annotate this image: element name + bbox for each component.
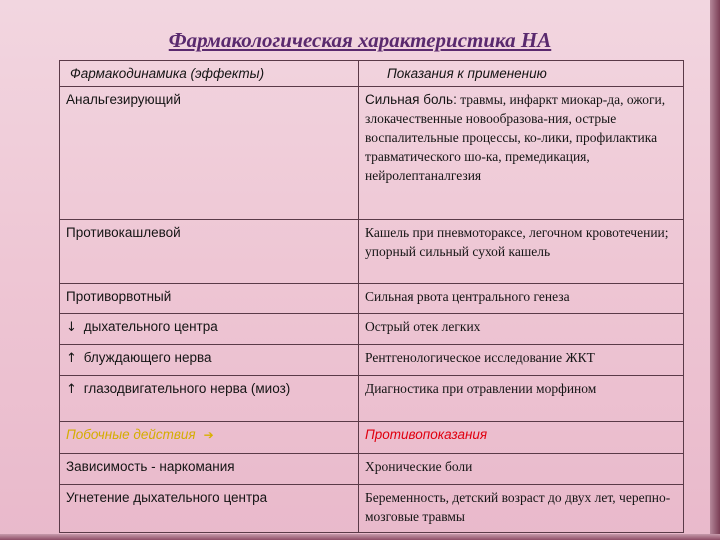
side-effect-cell [60, 454, 359, 485]
effect-text: дыхательного центра [83, 319, 218, 334]
indication-cell [359, 87, 684, 220]
side-effect-text: Зависимость - наркомания [66, 459, 235, 474]
header-pharmacodynamics: Фармакодинамика (эффекты) [60, 61, 359, 87]
effect-text: блуждающего нерва [83, 350, 212, 365]
arrow-up-icon: ↑ [66, 382, 77, 397]
indication-cell [359, 314, 684, 345]
effect-text: Противокашлевой [66, 225, 181, 240]
pharmacology-table [59, 60, 684, 533]
arrow-up-icon: ↑ [66, 351, 77, 366]
effect-cell [60, 87, 359, 220]
table-row [60, 376, 684, 422]
indication-lead: Сильная боль: [365, 92, 457, 107]
contraindication-cell [359, 485, 684, 533]
table-header-row [60, 61, 684, 87]
section-header-row [60, 422, 684, 454]
effect-text: Анальгезирующий [66, 92, 181, 107]
arrow-right-icon: ➔ [203, 428, 214, 442]
indication-cell [359, 220, 684, 284]
slide-title: Фармакологическая характеристика НА [168, 28, 552, 52]
indication-cell [359, 345, 684, 376]
slide-edge-decoration [710, 0, 720, 540]
indication-text: Сильная рвота центрального генеза [365, 289, 570, 304]
table-row [60, 314, 684, 345]
table-row [60, 485, 684, 533]
effect-cell [60, 314, 359, 345]
arrow-down-icon: ↓ [66, 320, 77, 335]
effect-cell [60, 220, 359, 284]
effect-text: глазодвигательного нерва (миоз) [83, 381, 291, 396]
slide-bottom-decoration [0, 534, 720, 540]
side-effects-label: Побочные действия [66, 427, 196, 442]
indication-text: Рентгенологическое исследование ЖКТ [365, 350, 595, 365]
contraindication-text: Беременность, детский возраст до двух лет, черепно-мозговые травмы [365, 490, 671, 524]
table-row [60, 284, 684, 314]
table-row [60, 345, 684, 376]
table-row [60, 454, 684, 485]
indication-cell [359, 376, 684, 422]
header-indications: Показания к применению [359, 61, 684, 87]
side-effect-cell [60, 485, 359, 533]
indication-text: травмы, инфаркт миокар-да, ожоги, злокачественные новообразова-ния, острые воспалительные процессы, ко-лики, профилактика травматического шо-ка, премедикация, нейролептаналгезия [365, 92, 666, 183]
contraindication-text: Хронические боли [365, 459, 473, 474]
contraindications-label: Противопоказания [365, 427, 488, 442]
table-row [60, 220, 684, 284]
indication-text: Острый отек легких [365, 319, 481, 334]
effect-cell [60, 284, 359, 314]
indication-text: Диагностика при отравлении морфином [365, 381, 597, 396]
table-row [60, 87, 684, 220]
contraindications-label-cell [359, 422, 684, 454]
side-effects-label-cell [60, 422, 359, 454]
indication-cell [359, 284, 684, 314]
side-effect-text: Угнетение дыхательного центра [66, 490, 268, 505]
indication-text: Кашель при пневмотораксе, легочном кровотечении; упорный сильный сухой кашель [365, 225, 669, 259]
effect-text: Противорвотный [66, 289, 172, 304]
contraindication-cell [359, 454, 684, 485]
effect-cell [60, 345, 359, 376]
effect-cell [60, 376, 359, 422]
